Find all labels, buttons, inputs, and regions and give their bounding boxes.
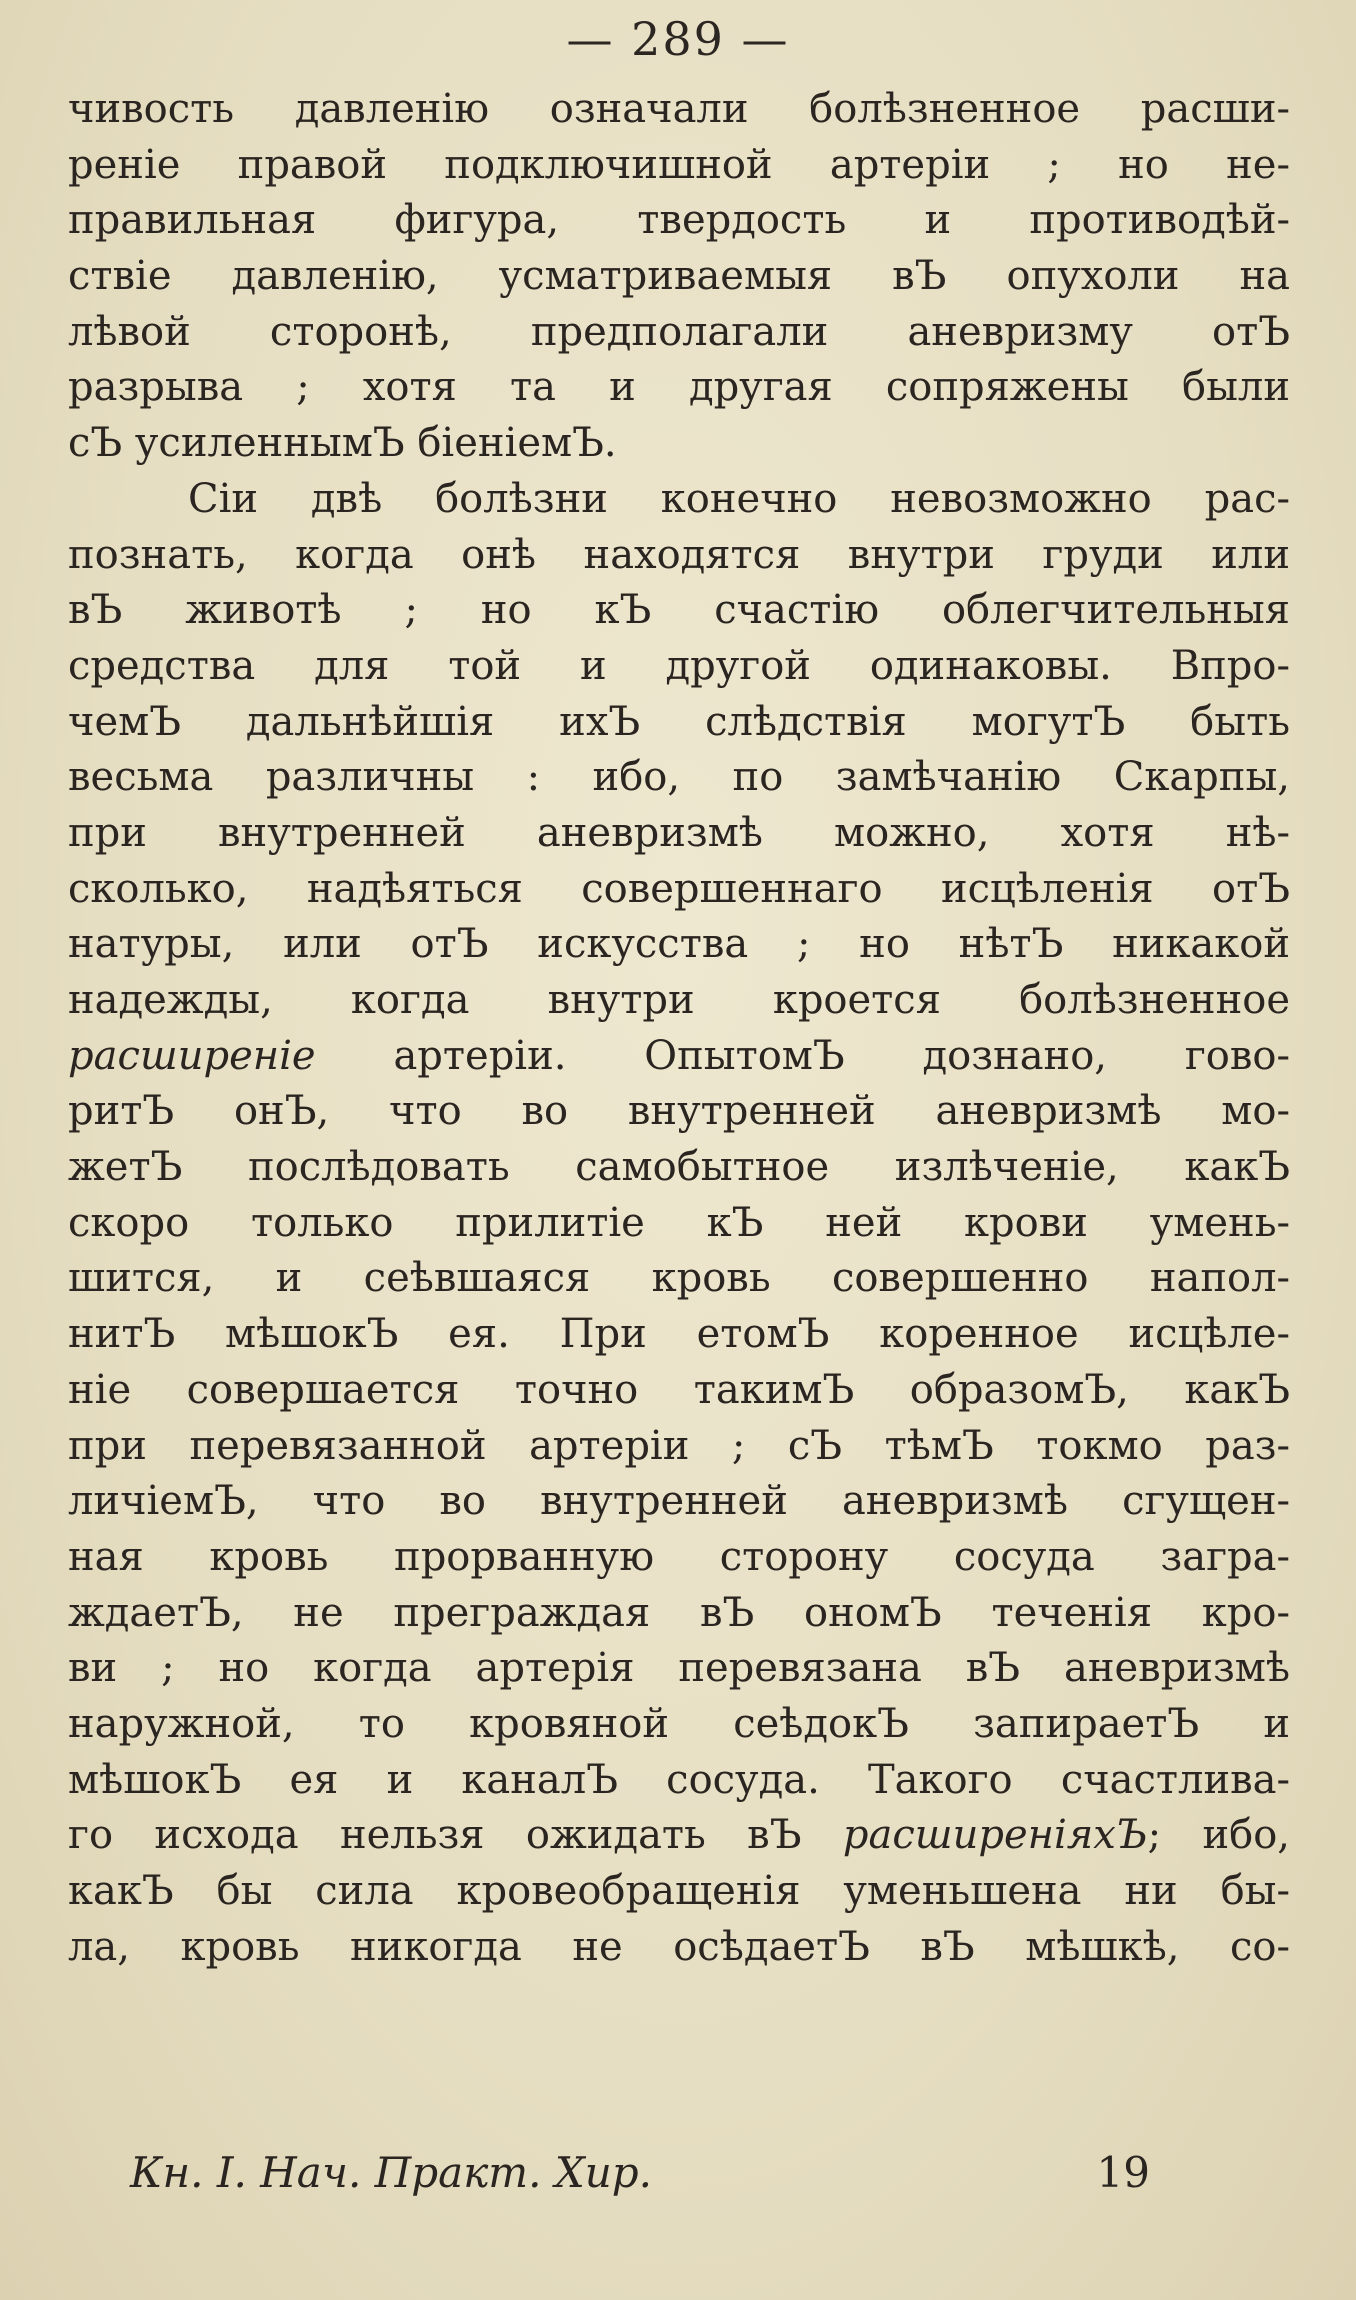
- text-line: [68, 583, 1290, 639]
- text-run: при внутренней аневризмѣ можно, хотя нѣ-: [68, 809, 1290, 856]
- text-run: натуры, или отЪ искусства ; но нѣтЪ никакой: [68, 921, 1290, 968]
- text-run: скоро только прилитіе кЪ ней крови умень-: [68, 1199, 1290, 1246]
- text-line: [68, 193, 1290, 249]
- text-run: лѣвой сторонѣ, предполагали аневризму отЪ: [68, 308, 1290, 355]
- text-run: надежды, когда внутри кроется болѣзненное: [68, 977, 1290, 1023]
- text-line: [68, 360, 1290, 416]
- text-line: [68, 973, 1290, 1029]
- page-footer: [130, 2148, 1150, 2208]
- text-run: весьма различны : ибо, по замѣчанію Скарпы,: [68, 754, 1290, 801]
- text-run: правильная фигура, твердость и противодѣй-: [68, 197, 1290, 244]
- text-line: [68, 695, 1290, 751]
- text-run: чивость давленію означали болѣзненное расши-: [68, 86, 1290, 132]
- text-run: наружной, то кровяной сеѣдокЪ запираетЪ и: [68, 1700, 1290, 1747]
- text-line: [68, 1084, 1290, 1140]
- text-run: ніе совершается точно такимЪ образомЪ, какЪ: [68, 1366, 1290, 1413]
- text-line: [68, 1586, 1290, 1642]
- text-line: [68, 416, 1290, 472]
- footer-signature: Кн. I. Нач. Практ. Хир.: [130, 2148, 653, 2197]
- text-line: [68, 472, 1290, 528]
- text-run: вЪ животѣ ; но кЪ счастію облегчительныя: [68, 587, 1290, 634]
- text-line: [68, 1029, 1290, 1085]
- italic-text: расширеніяхЪ: [842, 1812, 1148, 1859]
- text-run: сЪ усиленнымЪ біеніемЪ.: [68, 420, 617, 467]
- text-run: ствіе давленію, усматриваемыя вЪ опухоли на: [68, 253, 1290, 300]
- text-line: [68, 138, 1290, 194]
- text-line: [68, 1864, 1290, 1920]
- text-line: [68, 1140, 1290, 1196]
- sheet-number: 19: [1096, 2148, 1150, 2197]
- text-run: нитЪ мѣшокЪ ея. При етомЪ коренное исцѣле-: [68, 1311, 1290, 1358]
- text-line: [68, 82, 1290, 138]
- text-run: познать, когда онѣ находятся внутри груди или: [68, 531, 1290, 578]
- text-line: [68, 1641, 1290, 1697]
- text-run: ви ; но когда артерія перевязана вЪ аневризмѣ: [68, 1645, 1290, 1692]
- text-line: [68, 1307, 1290, 1363]
- text-run: ная кровь прорванную сторону сосуда загра-: [68, 1533, 1290, 1580]
- text-line: [68, 1697, 1290, 1753]
- text-run: ; ибо,: [1147, 1812, 1290, 1859]
- text-line: [68, 1530, 1290, 1586]
- text-run: жетЪ послѣдовать самобытное излѣченіе, какЪ: [68, 1144, 1290, 1191]
- page-number: — 289 —: [566, 12, 790, 66]
- text-run: мѣшокЪ ея и каналЪ сосуда. Такого счастлива-: [68, 1756, 1290, 1803]
- text-line: [68, 1808, 1290, 1864]
- text-line: [68, 1419, 1290, 1475]
- text-line: [68, 1474, 1290, 1530]
- text-run: разрыва ; хотя та и другая сопряжены были: [68, 364, 1290, 411]
- text-run: шится, и сеѣвшаяся кровь совершенно напол-: [68, 1255, 1290, 1302]
- text-run: сколько, надѣяться совершеннаго исцѣленія отЪ: [68, 865, 1290, 912]
- text-run: ждаетЪ, не преграждая вЪ ономЪ теченія кро-: [68, 1589, 1290, 1636]
- text-run: при перевязанной артеріи ; сЪ тѣмЪ токмо раз-: [68, 1422, 1290, 1469]
- text-line: [68, 1196, 1290, 1252]
- text-run: ла, кровь никогда не осѣдаетЪ вЪ мѣшкѣ, со-: [68, 1923, 1290, 1970]
- body-text: [68, 82, 1290, 1975]
- text-line: [68, 1251, 1290, 1307]
- text-run: артеріи. ОпытомЪ дознано, гово-: [315, 1032, 1290, 1079]
- text-line: [68, 750, 1290, 806]
- text-run: средства для той и другой одинаковы. Впро-: [68, 642, 1290, 689]
- text-run: личіемЪ, что во внутренней аневризмѣ сгущен-: [68, 1478, 1290, 1525]
- text-line: [68, 639, 1290, 695]
- text-run: реніе правой подключишной артеріи ; но не-: [68, 141, 1290, 188]
- text-line: [68, 1920, 1290, 1976]
- text-line: [68, 1753, 1290, 1809]
- text-line: [68, 862, 1290, 918]
- text-run: го исхода нельзя ожидать вЪ: [68, 1812, 843, 1859]
- italic-text: расширеніе: [68, 1032, 316, 1079]
- text-run: какЪ бы сила кровеобращенія уменьшена ни бы-: [68, 1868, 1290, 1914]
- text-line: [68, 305, 1290, 361]
- text-run: чемЪ дальнѣйшія ихЪ слѣдствія могутЪ быть: [68, 698, 1290, 745]
- text-line: [68, 249, 1290, 305]
- text-run: ритЪ онЪ, что во внутренней аневризмѣ мо-: [68, 1088, 1290, 1135]
- text-line: [68, 528, 1290, 584]
- text-run: Сіи двѣ болѣзни конечно невозможно рас-: [188, 475, 1290, 522]
- text-line: [68, 806, 1290, 862]
- text-line: [68, 917, 1290, 973]
- text-line: [68, 1363, 1290, 1419]
